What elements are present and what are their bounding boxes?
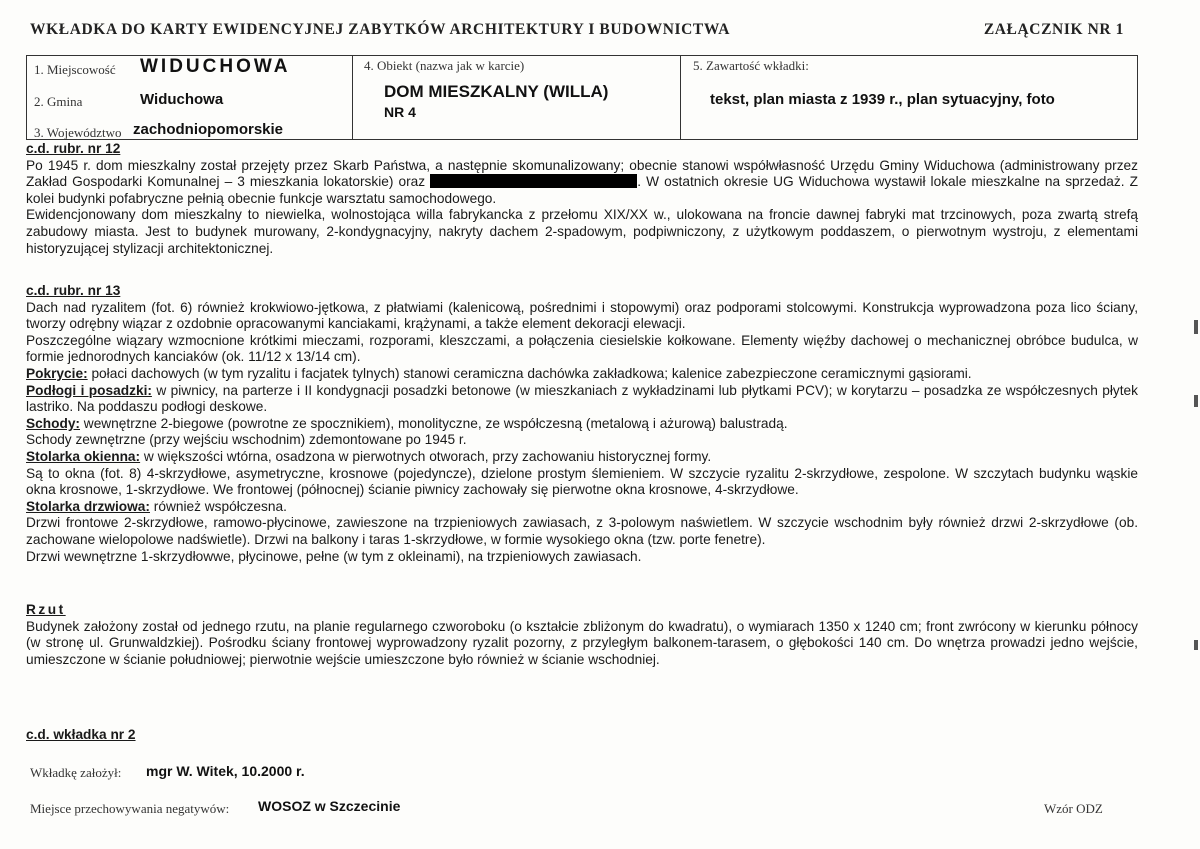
section-plan bbox=[26, 602, 1138, 668]
continuation-note: c.d. wkładka nr 2 bbox=[26, 727, 136, 742]
doors-paragraph: Stolarka drzwiowa: również współczesna. bbox=[26, 498, 287, 514]
commune-value: Widuchowa bbox=[140, 91, 224, 108]
commune-label: 2. Gmina bbox=[34, 94, 83, 109]
scan-edge-mark bbox=[1194, 640, 1198, 650]
contents-label: 5. Zawartość wkładki: bbox=[693, 58, 809, 73]
voivodeship-label: 3. Województwo bbox=[34, 125, 122, 140]
object-value-line2: NR 4 bbox=[384, 104, 416, 120]
section-13-heading: c.d. rubr. nr 13 bbox=[26, 283, 121, 298]
voivodeship-value: zachodniopomorskie bbox=[133, 121, 284, 138]
table-divider-1 bbox=[352, 55, 353, 139]
floors-lead: Podłogi i posadzki: bbox=[26, 382, 152, 398]
document-title: WKŁADKA DO KARTY EWIDENCYJNEJ ZABYTKÓW ARCHITEKTURY I BUDOWNICTWA bbox=[30, 21, 731, 38]
stairs-paragraph-2: Schody zewnętrzne (przy wejściu wschodnim) zdemontowane po 1945 r. bbox=[26, 432, 467, 448]
locality-label: 1. Miejscowość bbox=[34, 62, 116, 77]
stairs-lead: Schody: bbox=[26, 415, 80, 431]
author-value: mgr W. Witek, 10.2000 r. bbox=[146, 763, 305, 779]
template-mark: Wzór ODZ bbox=[1044, 801, 1103, 816]
section-rubric-13 bbox=[26, 283, 1138, 565]
locality-value: WIDUCHOWA bbox=[140, 56, 291, 77]
windows-paragraph-2: Są to okna (fot. 8) 4-skrzydłowe, asymetryczne, krosnowe (pojedyncze), dzielone prostym ślemieniem. W szczycie ryzalitu 2-skrzydłowe, zespolone. W szczytach budynku wąskie okna krosnowe, 1-skrzydłowe. We frontowej (północnej) ścianie piwnicy zachowały się pierwotne okna krosnowe, 4-skrzydłowe. bbox=[26, 465, 1138, 498]
table-divider-2 bbox=[680, 55, 681, 139]
doors-lead: Stolarka drzwiowa: bbox=[26, 498, 150, 514]
roofing-paragraph: Pokrycie: połaci dachowych (w tym ryzalitu i facjatek tylnych) stanowi ceramiczna dachówka zakładkowa; kalenice zabezpieczone ceramicznymi gąsiorami. bbox=[26, 365, 972, 381]
table-right-border bbox=[1137, 55, 1138, 139]
floors-paragraph: Podłogi i posadzki: w piwnicy, na parterze i II kondygnacji posadzki betonowe (w mieszkaniach z wykładzinami lub płytkami PCV); w korytarzu – posadzka ze współczesnych płytek lastriko. Na poddaszu podłogi deskowe. bbox=[26, 382, 1138, 415]
table-bottom-border bbox=[26, 139, 1138, 140]
scan-edge-mark bbox=[1194, 320, 1198, 334]
table-left-border bbox=[26, 55, 27, 139]
stairs-paragraph: Schody: wewnętrzne 2-biegowe (powrotne ze spocznikiem), monolityczne, ze współczesną (metalową i ażurową) balustradą. bbox=[26, 415, 788, 431]
object-label: 4. Obiekt (nazwa jak w karcie) bbox=[364, 58, 525, 73]
section-13-paragraph-2: Poszczególne wiązary wzmocnione krótkimi mieczami, rozporami, kleszczami, a połączenia ciesielskie kołkowane. Elementy więźby dachowej o mechanicznej obróbce budulca, w formie jednorodnych kanciaków (ok. 11/12 x 13/14 cm). bbox=[26, 332, 1138, 365]
continuation-block bbox=[26, 727, 1138, 744]
section-12-heading: c.d. rubr. nr 12 bbox=[26, 141, 121, 156]
contents-value: tekst, plan miasta z 1939 r., plan sytuacyjny, foto bbox=[710, 91, 1055, 108]
annex-number: ZAŁĄCZNIK NR 1 bbox=[983, 21, 1124, 38]
section-13-paragraph-1: Dach nad ryzalitem (fot. 6) również krokwiowo-jętkowa, z płatwiami (kalenicową, pośrednimi i stopowymi) oraz podporami stolcowymi. Konstrukcja wyprowadzona poza lico ściany, tworzy odrębny wiązar z ozdobnie opracowanymi kanciakami, krążynami, a także element dekoracji elewacji. bbox=[26, 299, 1138, 332]
storage-value: WOSOZ w Szczecinie bbox=[258, 798, 401, 814]
storage-label: Miejsce przechowywania negatywów: bbox=[30, 801, 230, 816]
roofing-lead: Pokrycie: bbox=[26, 365, 88, 381]
windows-lead: Stolarka okienna: bbox=[26, 448, 141, 464]
section-12-paragraph-2: Ewidencjonowany dom mieszkalny to niewielka, wolnostojąca willa fabrykancka z przełomu XIX/XX w., ulokowana na froncie dawnej fabryki mat trzcinowych, poza zwartą strefą zabudowy miasta. Jest to budynek murowany, 2-kondygnacyjny, nakryty dachem 2-spadowym, podpiwniczony, z użytkowym poddaszem, o pierwotnym wystroju, z elementami historyzującej stylizacji architektonicznej. bbox=[26, 207, 1138, 256]
redaction-bar bbox=[430, 174, 637, 188]
plan-heading: Rzut bbox=[26, 602, 66, 617]
doors-paragraph-2: Drzwi frontowe 2-skrzydłowe, ramowo-płycinowe, zawieszone na trzpieniowych zawiasach, z 3-polowym naświetlem. W szczycie wschodnim były również drzwi 2-skrzydłowe (ob. zachowane wielopolowe nadświetle). Drzwi na balkony i taras 1-skrzydłowe, w formie wysokiego okna (tzw. porte fenetre). bbox=[26, 515, 1138, 547]
section-12-paragraph-1: Po 1945 r. dom mieszkalny został przejęty przez Skarb Państwa, a następnie skomunalizowany; obecnie stanowi współwłasność Urzędu Gminy Widuchowa (administrowany przez Zakład Gospodarki Komunalnej – 3 mieszkania lokatorskie) oraz . W ostatnich okresie UG Widuchowa wystawił lokale mieszkalne na sprzedaż. Z kolei budynki pofabryczne pełnią obecnie funkcje warsztatu samochodowego. bbox=[26, 157, 1138, 206]
doors-paragraph-3: Drzwi wewnętrzne 1-skrzydłowwe, płycinowe, pełne (w tym z okleinami), na trzpieniowych zawiasach. bbox=[26, 548, 642, 564]
object-value-line1: DOM MIESZKALNY (WILLA) bbox=[384, 82, 609, 101]
section-rubric-12 bbox=[26, 141, 1138, 257]
plan-paragraph: Budynek założony został od jednego rzutu, na planie regularnego czworoboku (o kształcie zbliżonym do kwadratu), o wymiarach 1350 x 1240 cm; front zwrócony w kierunku północy (w stronę ul. Grunwaldzkiej). Pośrodku ściany frontowej wyprowadzony ryzalit pozorny, z przyległym balkonem-tarasem, o głębokości 140 cm. Do wnętrza prowadzi jedno wejście, umieszczone w ścianie południowej; pierwotnie wejście umieszczone było również w ścianie wschodniej. bbox=[26, 618, 1138, 667]
windows-paragraph: Stolarka okienna: w większości wtórna, osadzona w pierwotnych otworach, przy zachowaniu historycznej formy. bbox=[26, 448, 712, 464]
author-label: Wkładkę założył: bbox=[30, 765, 122, 780]
scan-edge-mark bbox=[1194, 395, 1198, 407]
